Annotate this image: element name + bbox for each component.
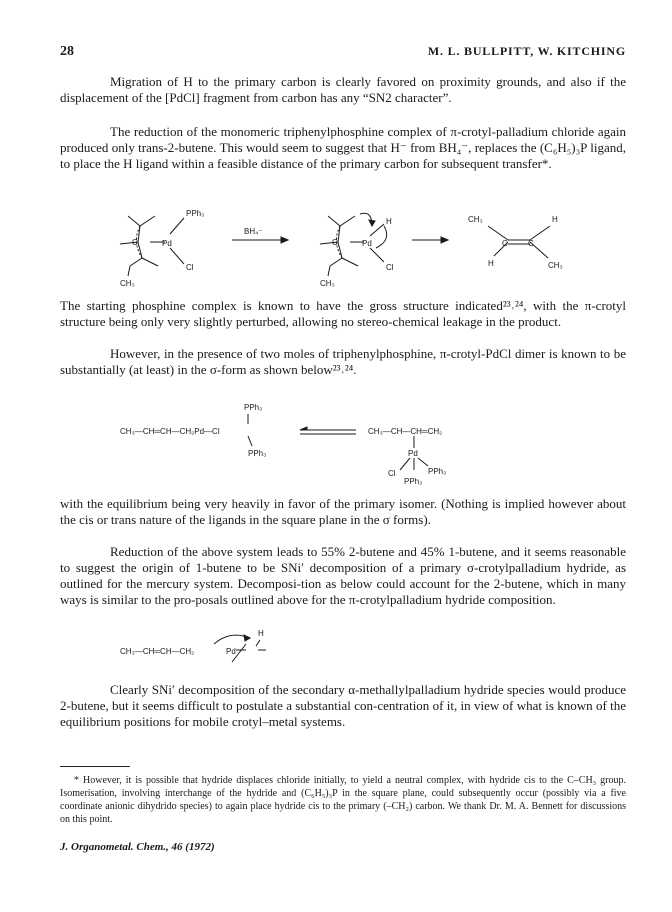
pph3-top-label: PPh₃ <box>244 403 263 412</box>
scheme-1-structures <box>0 196 672 292</box>
footnote: * However, it is possible that hydride displaces chloride initially, to yield a neutral complex, with hydride cis to the C–CH₃ group. Isomerisation, involving interchange of the hydride and (C₆H₅)₃P in the square plane, could subsequently occur (possibly via a five coordinate anionic dihydrido species) to again place hydride cis to the primary (–CH₂) carbon. We thank Dr. M. A. Bennett for discussions on this point. <box>60 775 626 825</box>
paragraph-reduction-butene: Reduction of the above system leads to 55% 2-butene and 45% 1-butene, and it seems reasonable to suggest the origin of 1-butene to be SNi′ decomposition of a primary σ-crotylpalladium hydride, as outlined for the mercury system. Decomposi-tion as below could account for the 2-butene, which in many ways is similar to the pro-posals outlined above for the π-crotylpalladium hydride composition. <box>60 544 626 607</box>
reagent-label: BH₄⁻ <box>244 227 263 236</box>
cl-label-right: Cl <box>388 469 396 478</box>
sigma-secondary-chain: CH₃—CH—CH═CH₂ <box>368 427 443 436</box>
ch3-label-butene-top: CH₃ <box>468 215 483 224</box>
h-label-bottom: H <box>258 629 264 638</box>
ch3-label-left: CH₃ <box>120 279 135 288</box>
sigma-chain-label: CH₃—CH═CH—CH₂ <box>120 647 195 656</box>
page-number: 28 <box>60 44 74 59</box>
paragraph-secondary-hydride: Clearly SNi′ decomposition of the secondary α-methallylpalladium hydride species would produce 2-butene, but it seems difficult to postulate a substantial con-centration of it, in view of what is known of the equilibrium positions for mobile crotyl–metal systems. <box>60 682 626 729</box>
c-label-butene-right: C <box>528 239 534 248</box>
h-label-butene-top: H <box>552 215 558 224</box>
cl-label-left: Cl <box>186 263 194 272</box>
pd-label-middle: Pd <box>362 239 372 248</box>
footnote-rule <box>60 766 130 767</box>
paragraph-migration: Migration of H to the primary carbon is clearly favored on proximity grounds, and also if the displacement of the [PdCl] fragment from carbon has any “SN2 character”. <box>60 74 626 105</box>
c-label-left: C <box>132 238 138 247</box>
running-head-authors: M. L. BULLPITT, W. KITCHING <box>427 44 626 58</box>
decomposition-scheme <box>0 624 672 670</box>
running-header <box>60 44 626 62</box>
ch3-label-middle: CH₃ <box>320 279 335 288</box>
journal-citation: J. Organometal. Chem., 46 (1972) <box>60 841 215 853</box>
cl-label-middle: Cl <box>386 263 394 272</box>
pd-label-bottom: Pd <box>226 647 236 656</box>
pph3-bottom-label: PPh₃ <box>248 449 267 458</box>
paragraph-reduction-monomeric: The reduction of the monomeric triphenylphosphine complex of π-crotyl-palladium chloride again produced only trans-2-butene. This would seem to suggest that H⁻ from BH₄⁻, replaces the (C₆H₅)₃P ligand, to place the H ligand within a feasible distance of the primary carbon for subsequent transfer*. <box>60 124 626 171</box>
h-label-butene-bottom: H <box>488 259 494 268</box>
reaction-scheme-1 <box>0 196 672 292</box>
pph3-label-right-2: PPh₃ <box>404 477 423 486</box>
h-label-middle: H <box>386 217 392 226</box>
c-label-butene-left: C <box>502 239 508 248</box>
pd-label-right: Pd <box>408 449 418 458</box>
equilibrium-scheme <box>0 390 672 488</box>
pph3-label-left: PPh₃ <box>186 209 205 218</box>
scheme-2-structures <box>0 390 672 488</box>
scheme-3-structure <box>0 624 672 670</box>
paragraph-sigma-form: However, in the presence of two moles of triphenylphosphine, π-crotyl-PdCl dimer is known to be substantially (at least) in the σ-form as shown below²³˒²⁴. <box>60 346 626 377</box>
ch3-label-butene-bottom: CH₃ <box>548 261 563 270</box>
paragraph-equilibrium: with the equilibrium being very heavily in favor of the primary isomer. (Nothing is implied however about the cis or trans nature of the ligands in the square plane in the σ forms). <box>60 496 626 527</box>
c-label-middle: C <box>332 238 338 247</box>
pd-label-left: Pd <box>162 239 172 248</box>
pph3-label-right-1: PPh₃ <box>428 467 447 476</box>
sigma-primary-chain: CH₃—CH═CH—CH₂Pd—Cl <box>120 427 220 436</box>
paragraph-starting-complex: The starting phosphine complex is known to have the gross structure indicated²³˒²⁴, with the π-crotyl structure being only very slightly perturbed, allowing no stereo-chemical leakage in the product. <box>60 298 626 329</box>
